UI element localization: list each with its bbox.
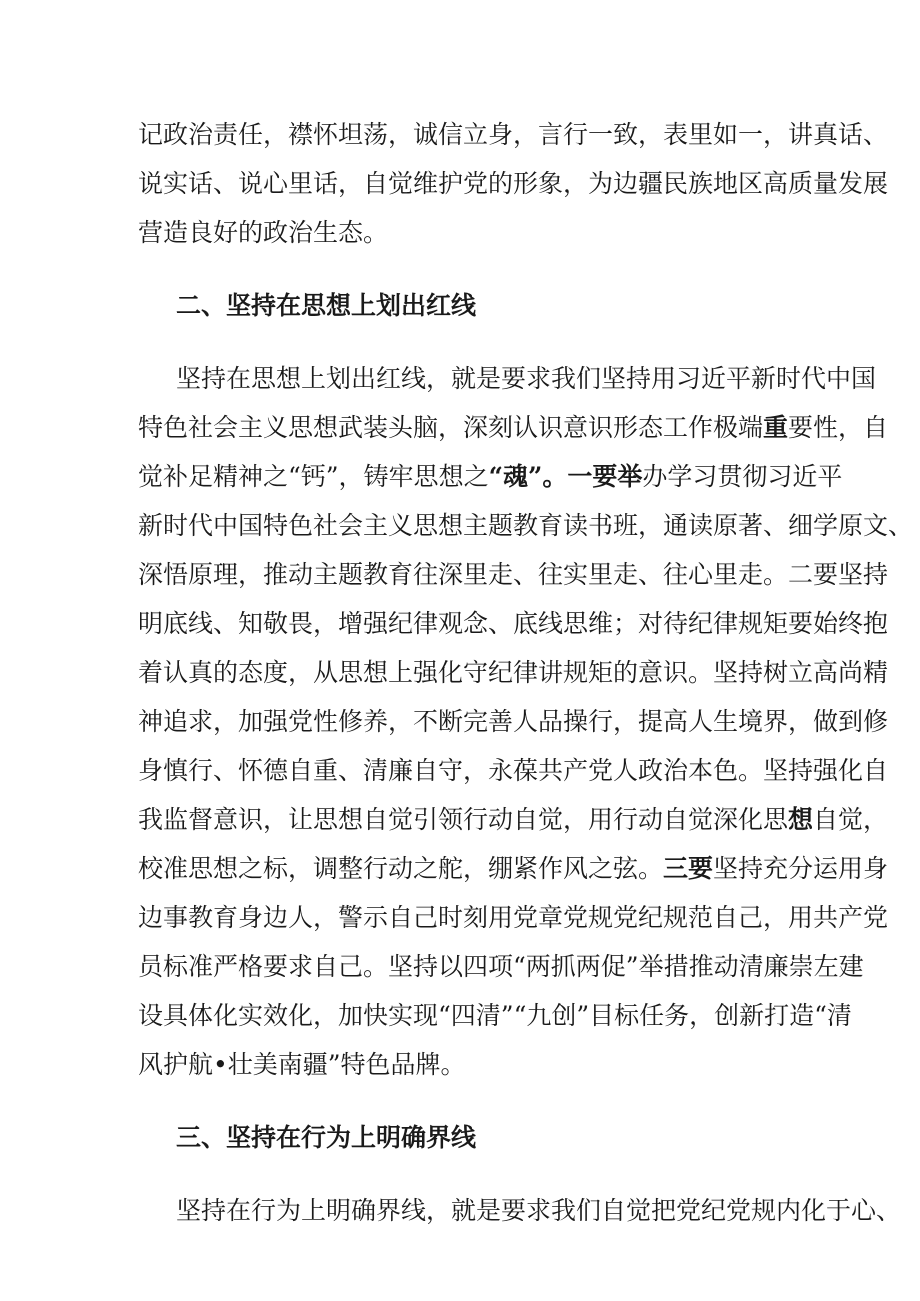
paragraph-line bbox=[138, 702, 889, 742]
heading-text: 二、坚持在思想上划出红线 bbox=[176, 291, 477, 320]
text-run: 办学习贯彻习近平 bbox=[642, 462, 843, 491]
bold-text-run: 想 bbox=[788, 805, 814, 834]
paragraph-line bbox=[138, 457, 843, 497]
paragraph-line bbox=[138, 751, 889, 791]
text-run: 校准思想之标，调整行动之舵，绷紧作风之弦。 bbox=[138, 854, 664, 883]
bold-text-run: “魂”。一要举 bbox=[488, 462, 643, 491]
paragraph-line bbox=[138, 1045, 798, 1085]
text-run: 着认真的态度，从思想上强化守纪律讲规矩的意识。坚持树立高尚精 bbox=[138, 658, 889, 687]
text-run: 记政治责任，襟怀坦荡，诚信立身，言行一致，表里如一，讲真话、 bbox=[138, 120, 889, 149]
paragraph-line bbox=[138, 996, 852, 1036]
heading-text: 三、坚持在行为上明确界线 bbox=[176, 1123, 477, 1152]
paragraph-line bbox=[138, 115, 889, 155]
paragraph-line bbox=[138, 947, 864, 987]
text-run: 要性，自 bbox=[788, 413, 889, 442]
text-run: 我监督意识，让思想自觉引领行动自觉，用行动自觉深化思 bbox=[138, 805, 789, 834]
paragraph-line bbox=[138, 898, 889, 938]
text-run: 营造良好的政治生态。 bbox=[138, 218, 389, 247]
section-heading-3 bbox=[176, 1118, 776, 1158]
text-run: 坚持在思想上划出红线，就是要求我们坚持用习近平新时代中国 bbox=[176, 364, 877, 393]
text-run: 说实话、说心里话，自觉维护党的形象，为边疆民族地区高质量发展 bbox=[138, 169, 889, 198]
text-run: 坚持充分运用身 bbox=[713, 854, 889, 883]
text-run: 风护航•壮美南疆”特色品牌。 bbox=[138, 1050, 466, 1079]
text-run: 自觉， bbox=[813, 805, 889, 834]
text-run: 明底线、知敬畏，增强纪律观念、底线思维；对待纪律规矩要始终抱 bbox=[138, 609, 889, 638]
text-run: 坚持在行为上明确界线，就是要求我们自觉把党纪党规内化于心、 bbox=[176, 1196, 902, 1225]
text-run: 设具体化实效化，加快实现“四清”“九创”目标任务，创新打造“清 bbox=[138, 1001, 852, 1030]
paragraph-line bbox=[138, 555, 889, 595]
text-run: 边事教育身边人，警示自己时刻用党章党规党纪规范自己，用共产党 bbox=[138, 903, 889, 932]
paragraph-line bbox=[138, 408, 889, 448]
text-run: 身慎行、怀德自重、清廉自守，永葆共产党人政治本色。坚持强化自 bbox=[138, 756, 889, 785]
paragraph-line bbox=[138, 506, 914, 546]
paragraph-line bbox=[138, 164, 889, 204]
paragraph-line bbox=[138, 849, 889, 889]
section-heading-2 bbox=[176, 286, 776, 326]
paragraph-line bbox=[176, 1191, 902, 1231]
text-run: 神追求，加强党性修养，不断完善人品操行，提高人生境界，做到修 bbox=[138, 707, 889, 736]
paragraph-line bbox=[138, 213, 798, 253]
text-run: 深悟原理，推动主题教育往深里走、往实里走、往心里走。二要坚持 bbox=[138, 560, 889, 589]
bold-text-run: 重 bbox=[763, 413, 789, 442]
text-run: 特色社会主义思想武装头脑，深刻认识意识形态工作极端 bbox=[138, 413, 764, 442]
text-run: 觉补足精神之“钙”，铸牢思想之 bbox=[138, 462, 489, 491]
bold-text-run: 三要 bbox=[663, 854, 714, 883]
paragraph-line bbox=[176, 359, 877, 399]
paragraph-line bbox=[138, 604, 889, 644]
paragraph-line bbox=[138, 800, 889, 840]
text-run: 员标准严格要求自己。坚持以四项“两抓两促”举措推动清廉崇左建 bbox=[138, 952, 864, 981]
paragraph-line bbox=[138, 653, 889, 693]
text-run: 新时代中国特色社会主义思想主题教育读书班，通读原著、细学原文、 bbox=[138, 511, 914, 540]
